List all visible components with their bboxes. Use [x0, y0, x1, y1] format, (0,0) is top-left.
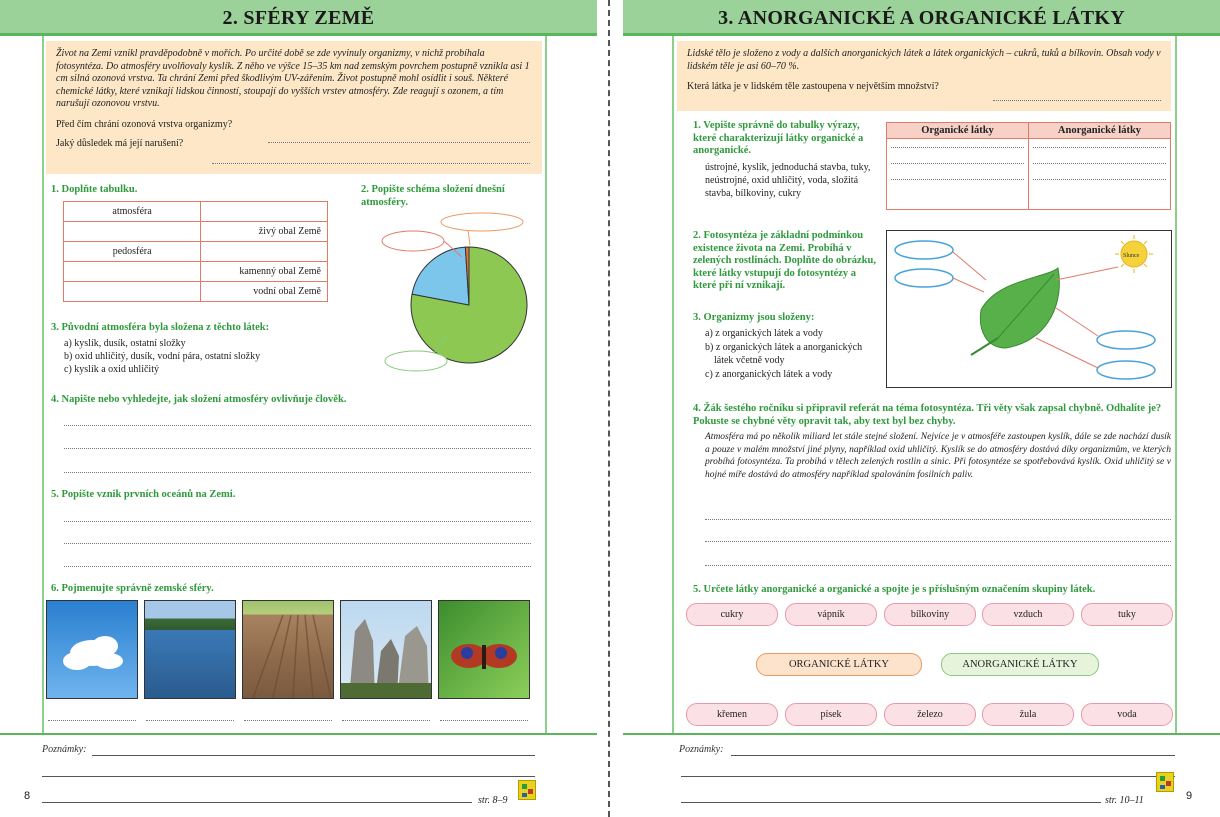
title-rule: [0, 33, 597, 36]
header-inorganic: Anorganické látky: [1029, 123, 1171, 139]
input-oval-1[interactable]: [895, 241, 953, 259]
pointer-line-2: [468, 230, 470, 245]
photo-field: [242, 600, 334, 699]
chip-kremen[interactable]: křemen: [686, 703, 778, 726]
task-1-heading: 1. Doplňte tabulku.: [51, 184, 138, 195]
page-number: 8: [24, 790, 31, 802]
task-2-heading: 2. Popište schéma složení dnešní atmosféry.: [361, 184, 505, 208]
left-page: [0, 0, 597, 817]
chip-bilkoviny[interactable]: bílkoviny: [884, 603, 976, 626]
group-organic[interactable]: ORGANICKÉ LÁTKY: [756, 653, 922, 676]
right-page: [623, 0, 1220, 817]
cell[interactable]: [1029, 139, 1171, 156]
sphere-description-cell[interactable]: [201, 202, 328, 222]
task-3-heading: 3. Organizmy jsou složeny:: [693, 312, 815, 323]
book-logo-icon: [1156, 772, 1174, 792]
chip-pisek[interactable]: písek: [785, 703, 877, 726]
answer-line-intro[interactable]: [993, 100, 1161, 101]
substances-table: [886, 122, 1171, 210]
cell[interactable]: [1029, 171, 1171, 187]
page-title: 3. ANORGANICKÉ A ORGANICKÉ LÁTKY: [623, 0, 1220, 33]
answer-line-4a[interactable]: [705, 519, 1171, 520]
chip-zula[interactable]: žula: [982, 703, 1074, 726]
notes-line-3[interactable]: [42, 802, 472, 803]
cell[interactable]: [1029, 187, 1171, 210]
book-logo-icon: [518, 780, 536, 800]
option-b[interactable]: b) z organických látek a anorganických látek včetně vody: [705, 341, 863, 366]
chip-tuky[interactable]: tuky: [1081, 603, 1173, 626]
answer-line-q1[interactable]: [268, 142, 530, 143]
sphere-name-cell: atmosféra: [64, 202, 201, 222]
sphere-description-cell[interactable]: [201, 242, 328, 262]
table-row: [64, 222, 328, 242]
sphere-name-cell[interactable]: [64, 282, 201, 302]
photo-answer-5[interactable]: [440, 720, 528, 721]
question-1: Před čím chrání ozonová vrstva organizmy?: [56, 118, 233, 130]
notes-line-2[interactable]: [42, 776, 535, 777]
notes-line-1[interactable]: [731, 755, 1175, 756]
answer-line-q2[interactable]: [212, 163, 530, 164]
photo-answer-1[interactable]: [48, 720, 136, 721]
chip-cukry[interactable]: cukry: [686, 603, 778, 626]
sphere-description-cell: kamenný obal Země: [201, 262, 328, 282]
table-row: [64, 242, 328, 262]
answer-line-5c[interactable]: [64, 566, 531, 567]
sphere-name-cell[interactable]: [64, 262, 201, 282]
sphere-name-cell: pedosféra: [64, 242, 201, 262]
photosynthesis-diagram: [886, 230, 1172, 388]
chip-vapnik[interactable]: vápník: [785, 603, 877, 626]
content-frame-left: [672, 36, 674, 734]
chip-voda[interactable]: voda: [1081, 703, 1173, 726]
option-b[interactable]: b) oxid uhličitý, dusík, vodní pára, ostatní složky: [64, 351, 261, 362]
notes-line-3[interactable]: [681, 802, 1101, 803]
table-row: [64, 202, 328, 222]
option-c[interactable]: c) kyslík a oxid uhličitý: [64, 364, 159, 375]
answer-line-4c[interactable]: [64, 472, 531, 473]
output-oval-1[interactable]: [1097, 331, 1155, 349]
page-reference: str. 8–9: [478, 795, 508, 806]
chip-zelezo[interactable]: železo: [884, 703, 976, 726]
notes-label: Poznámky:: [42, 744, 87, 755]
page-number: 9: [1186, 790, 1193, 802]
answer-line-5b[interactable]: [64, 543, 531, 544]
output-oval-2[interactable]: [1097, 361, 1155, 379]
label-oval-other[interactable]: [441, 213, 523, 231]
cell[interactable]: [887, 171, 1029, 187]
cell[interactable]: [1029, 155, 1171, 171]
sphere-description-cell: živý obal Země: [201, 222, 328, 242]
page-title: 2. SFÉRY ZEMĚ: [0, 0, 597, 33]
notes-line-1[interactable]: [92, 755, 535, 756]
task-5-heading: 5. Popište vznik prvních oceánů na Zemi.: [51, 489, 236, 500]
content-frame-left: [42, 36, 44, 734]
question-2: Jaký důsledek má její narušení?: [56, 138, 184, 149]
page-reference: str. 10–11: [1105, 795, 1144, 806]
spheres-table: [63, 201, 328, 302]
answer-line-4a[interactable]: [64, 425, 531, 426]
task-1-terms: ústrojné, kyslík, jednoduchá stavba, tuky, neústrojné, oxid uhličitý, voda, složitá stavba, bílkoviny, cukry: [705, 162, 871, 199]
task-4-text: Atmosféra má po několik miliard let stále stejné složení. Nejvíce je v atmosféře zastoupen kyslík, dále se zde nachází dusík a pouze v malém množství jiné plyny, například oxid uhličitý. Kyslík se do atmosféry dostává díky organizmům, ve kterých probíhá fotosyntéza. Ta probíhá v tělech zelených rostlin a sinic. Při fotosyntéze se spotřebovává kyslík. Oxid uhličitý se v hojné míře dostává do atmosféry například spalováním fosilních paliv.: [705, 432, 1171, 480]
cell[interactable]: [887, 187, 1029, 210]
task-4-heading: 4. Napište nebo vyhledejte, jak složení atmosféry ovlivňuje člověk.: [51, 394, 347, 405]
chip-vzduch[interactable]: vzduch: [982, 603, 1074, 626]
photo-butterfly: [438, 600, 530, 699]
task-3-options: [64, 337, 260, 376]
task-6-heading: 6. Pojmenujte správně zemské sféry.: [51, 583, 214, 594]
option-a[interactable]: a) z organických látek a vody: [705, 328, 823, 339]
photo-answer-4[interactable]: [342, 720, 430, 721]
atmosphere-pie-chart: [370, 210, 540, 385]
notes-line-2[interactable]: [681, 776, 1175, 777]
intro-text: Život na Zemi vznikl pravděpodobně v mořích. Po určité době se zde vyvinuly organizmy, v nichž probíhala fotosyntéza. Do atmosféry uvolňovaly kyslík. Z něho ve výšce 15–35 km nad zemským povrchem postupně vznikla asi 1 cm silná ozonová vrstva. Ta chrání Zemi před škodlivým UV-zářením. Život postupně mohl osídlit i souš. Některé chemické látky, které vznikají lidskou činností, stoupají do vyšších vrstev atmosféry. Zde reagují s ozonem, a tím narušují ozonovou vrstvu.: [56, 48, 530, 109]
cell[interactable]: [887, 155, 1029, 171]
intro-text: Lidské tělo je složeno z vody a dalších anorganických látek a látek organických – cukrů, tuků a bílkovin. Obsah vody v lidském těle je asi 60–70 %.: [687, 48, 1161, 72]
content-frame-right: [545, 36, 547, 734]
answer-line-4b[interactable]: [64, 448, 531, 449]
answer-line-4c[interactable]: [705, 565, 1171, 566]
pie-slices: [411, 247, 527, 363]
cell[interactable]: [887, 139, 1029, 156]
label-oval-nitrogen[interactable]: [382, 231, 444, 251]
notes-label: Poznámky:: [679, 744, 724, 755]
input-oval-2[interactable]: [895, 269, 953, 287]
header-organic: Organické látky: [887, 123, 1029, 139]
footer-rule: [623, 733, 1220, 735]
task-2-heading: 2. Fotosyntéza je základní podmínkou existence života na Zemi. Probíhá v zelených rostlinách. Doplňte do obrázku, které látky vstupují do fotosyntézy a které při ní vznikají.: [693, 230, 876, 291]
sphere-description-cell: vodní obal Země: [201, 282, 328, 302]
photo-answer-2[interactable]: [146, 720, 234, 721]
sun-label: Slunce: [1123, 253, 1140, 259]
option-c[interactable]: c) z anorganických látek a vody: [705, 368, 833, 380]
answer-line-4b[interactable]: [705, 541, 1171, 542]
option-a[interactable]: a) kyslík, dusík, ostatní složky: [64, 338, 186, 349]
content-frame-right: [1175, 36, 1177, 734]
intro-box: [46, 41, 542, 174]
group-inorganic[interactable]: ANORGANICKÉ LÁTKY: [941, 653, 1099, 676]
title-rule: [623, 33, 1220, 36]
table-row: [64, 282, 328, 302]
page-divider: [608, 0, 610, 817]
task-4-heading: 4. Žák šestého ročníku si připravil referát na téma fotosyntéza. Tři věty však zapsal chybně. Odhalíte je? Pokuste se chybné věty opravit tak, aby text byl bez chyby.: [693, 403, 1162, 427]
photo-lake: [144, 600, 236, 699]
task-3-options: [705, 327, 880, 381]
footer-rule: [0, 733, 597, 735]
label-oval-oxygen[interactable]: [385, 351, 447, 371]
task-5-heading: 5. Určete látky anorganické a organické a spojte je s příslušným označením skupiny látek.: [693, 584, 1096, 595]
answer-line-5a[interactable]: [64, 521, 531, 522]
table-row: [64, 262, 328, 282]
sphere-name-cell[interactable]: [64, 222, 201, 242]
intro-question: Která látka je v lidském těle zastoupena v největším množství?: [687, 81, 939, 92]
task-3-heading: 3. Původní atmosféra byla složena z těchto látek:: [51, 322, 270, 333]
photo-answer-3[interactable]: [244, 720, 332, 721]
photo-sky: [46, 600, 138, 699]
task-1-heading: 1. Vepište správně do tabulky výrazy, které charakterizují látky organické a anorganické.: [693, 120, 864, 156]
photo-rocks: [340, 600, 432, 699]
